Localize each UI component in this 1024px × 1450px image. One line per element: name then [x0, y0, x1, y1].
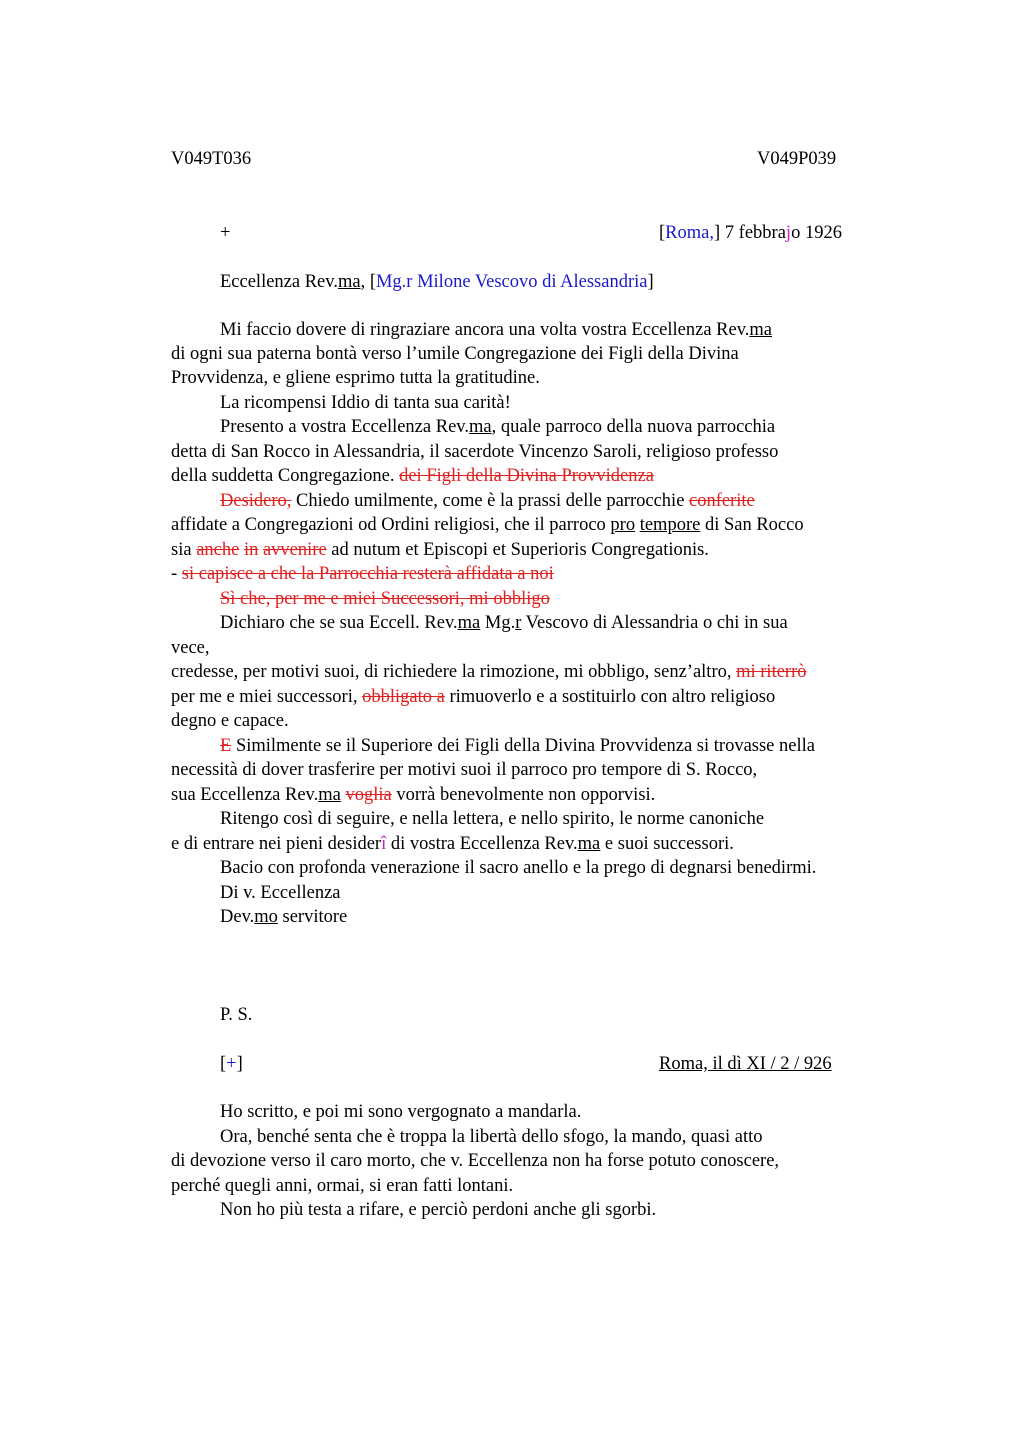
body-line [220, 587, 550, 611]
correction-letter: j [785, 223, 792, 243]
body-line: di devozione verso il caro morto, che v. Eccellenza non ha forse potuto conoscere, [171, 1151, 780, 1171]
deleted-text: si capisce a che la Parrocchia resterà affidata a noi [181, 564, 554, 584]
body-line: credesse, per motivi suoi, di richiedere la rimozione, mi obbligo, senz’altro, mi riterrò [171, 662, 807, 682]
deleted-text: voglia [345, 785, 392, 805]
editorial-cross: + [226, 1054, 237, 1074]
body-line: Bacio con profonda venerazione il sacro anello e la prego di degnarsi benedirmi. [220, 858, 817, 878]
closing-signature: Dev.mo servitore [220, 907, 348, 927]
document-code-right: V049P039 [757, 149, 837, 169]
correction-letter: î [381, 834, 387, 854]
body-line: Presento a vostra Eccellenza Rev.ma, quale parroco della nuova parrocchia [220, 417, 776, 437]
cross-mark: + [220, 223, 231, 243]
body-line: detta di San Rocco in Alessandria, il sacerdote Vincenzo Saroli, religioso professo [171, 442, 779, 462]
salutation: Eccellenza Rev.ma, [Mg.r Milone Vescovo di Alessandria] [220, 272, 654, 292]
editorial-place: Roma, [665, 223, 714, 243]
body-line: E Similmente se il Superiore dei Figli della Divina Provvidenza si trovasse nella [220, 736, 815, 756]
body-line: Dichiaro che se sua Eccell. Rev.ma Mg.r Vescovo di Alessandria o chi in sua [220, 613, 788, 633]
body-line: Mi faccio dovere di ringraziare ancora una volta vostra Eccellenza Rev.ma [220, 320, 772, 340]
postscript-cross: [+] [220, 1054, 243, 1074]
closing-line: Di v. Eccellenza [220, 883, 341, 903]
document-code-left: V049T036 [171, 149, 252, 169]
body-line: e di entrare nei pieni desiderî di vostra Eccellenza Rev.ma e suoi successori. [171, 834, 734, 854]
body-line: della suddetta Congregazione. dei Figli della Divina Provvidenza [171, 466, 654, 486]
deleted-text: dei Figli della Divina Provvidenza [399, 466, 654, 486]
deleted-text: avvenire [262, 540, 327, 560]
postscript-date: Roma, il dì XI / 2 / 926 [659, 1054, 832, 1074]
editorial-addressee: Mg.r Milone Vescovo di Alessandria [375, 272, 648, 292]
body-line: Desidero, Chiedo umilmente, come è la prassi delle parrocchie conferite [220, 491, 755, 511]
body-line: Ora, benché senta che è troppa la libertà dello sfogo, la mando, quasi atto [220, 1127, 763, 1147]
deleted-text: Sì che, per me e miei Successori, mi obbligo [220, 589, 550, 609]
body-line: Non ho più testa a rifare, e perciò perdoni anche gli sgorbi. [220, 1200, 657, 1220]
body-line: - si capisce a che la Parrocchia resterà affidata a noi [171, 564, 554, 584]
deleted-text: E [220, 736, 232, 756]
body-line: Ho scritto, e poi mi sono vergognato a mandarla. [220, 1102, 582, 1122]
body-line: Ritengo così di seguire, e nella lettera, e nello spirito, le norme canoniche [220, 809, 765, 829]
body-line: degno e capace. [171, 711, 289, 731]
deleted-text: anche [196, 540, 240, 560]
letter-date: [Roma,] 7 febbrajo 1926 [659, 223, 842, 243]
body-line: necessità di dover trasferire per motivi suoi il parroco pro tempore di S. Rocco, [171, 760, 758, 780]
body-line: sua Eccellenza Rev.ma voglia vorrà benevolmente non opporvisi. [171, 785, 656, 805]
body-line: per me e miei successori, obbligato a rimuoverlo e a sostituirlo con altro religioso [171, 687, 776, 707]
deleted-text: conferite [689, 491, 755, 511]
postscript-label: P. S. [220, 1005, 253, 1025]
body-line: Provvidenza, e gliene esprimo tutta la gratitudine. [171, 368, 540, 388]
body-line: perché quegli anni, ormai, si eran fatti lontani. [171, 1176, 514, 1196]
body-line: sia anche in avvenire ad nutum et Episcopi et Superioris Congregationis. [171, 540, 709, 560]
deleted-text: mi riterrò [736, 662, 807, 682]
deleted-text: obbligato a [362, 687, 445, 707]
deleted-text: Desidero, [220, 491, 292, 511]
deleted-text: in [243, 540, 259, 560]
body-line: vece, [171, 638, 210, 658]
body-line: di ogni sua paterna bontà verso l’umile Congregazione dei Figli della Divina [171, 344, 739, 364]
body-line: affidate a Congregazioni od Ordini religiosi, che il parroco pro tempore di San Rocco [171, 515, 804, 535]
body-line: La ricompensi Iddio di tanta sua carità! [220, 393, 511, 413]
